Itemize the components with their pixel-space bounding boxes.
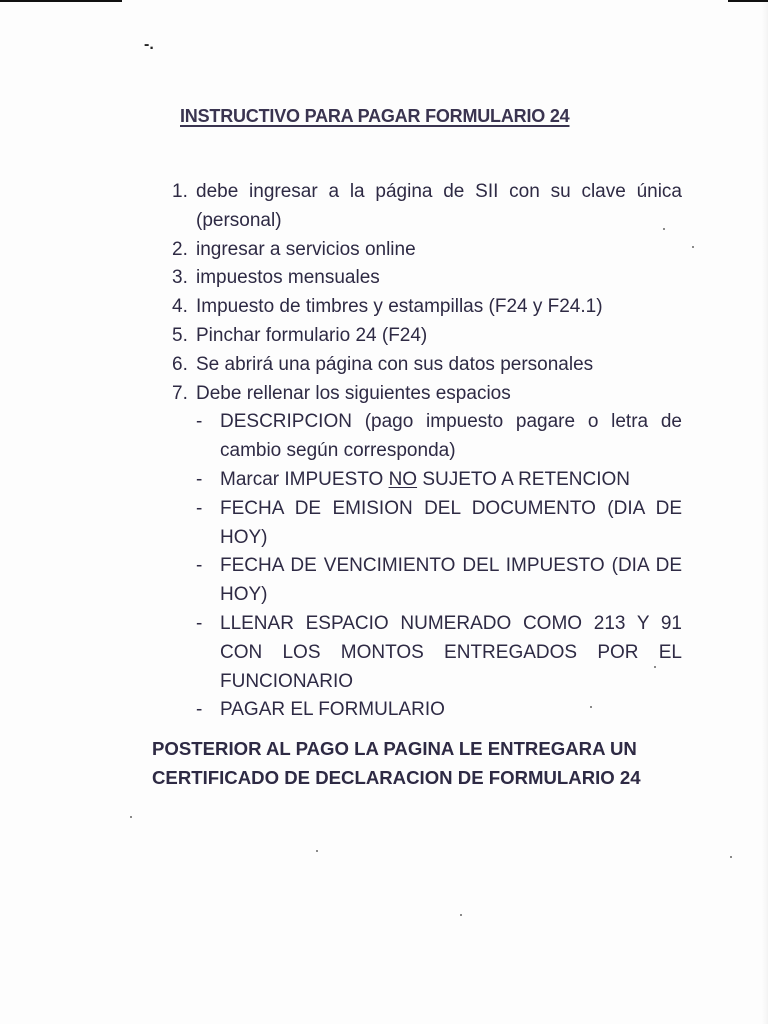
step-number: 1. bbox=[172, 181, 188, 202]
step-text: debe ingresar a la página de SII con su clave única (personal) bbox=[196, 181, 682, 231]
underlined-no: NO bbox=[388, 468, 418, 490]
stray-pen-mark: -. bbox=[144, 36, 154, 53]
step-item bbox=[172, 178, 682, 236]
step-text: Impuesto de timbres y estampillas (F24 y F24.1) bbox=[196, 296, 603, 318]
bullet-dash: - bbox=[196, 699, 203, 721]
step-text: Se abrirá una página con sus datos personales bbox=[196, 353, 594, 375]
bullet-dash: - bbox=[196, 468, 203, 490]
field-list bbox=[196, 408, 682, 725]
scan-speck bbox=[460, 914, 462, 916]
scan-shadow bbox=[762, 0, 768, 1024]
step-text: impuestos mensuales bbox=[196, 267, 380, 289]
field-item-text: DESCRIPCION (pago impuesto pagare o letra de cambio según corresponda) bbox=[220, 411, 682, 462]
step-text: ingresar a servicios online bbox=[196, 238, 416, 260]
field-item-text: PAGAR EL FORMULARIO bbox=[220, 699, 445, 721]
step-item bbox=[172, 236, 682, 265]
field-item-text: LLENAR ESPACIO NUMERADO COMO 213 Y 91 CON LOS MONTOS ENTREGADOS POR EL FUNCIONARIO bbox=[220, 612, 682, 692]
step-number: 2. bbox=[172, 238, 188, 260]
bullet-dash: - bbox=[196, 497, 203, 519]
closing-note bbox=[152, 734, 692, 792]
step-item bbox=[172, 293, 682, 322]
step-item bbox=[172, 264, 682, 293]
field-item bbox=[196, 408, 682, 466]
document-title: INSTRUCTIVO PARA PAGAR FORMULARIO 24 bbox=[180, 106, 570, 126]
scan-speck bbox=[130, 816, 132, 818]
step-number: 7. bbox=[172, 382, 188, 404]
field-item bbox=[196, 696, 682, 725]
field-item-text-part: SUJETO A RETENCION bbox=[417, 468, 630, 490]
field-item bbox=[196, 610, 682, 696]
step-text: Pinchar formulario 24 (F24) bbox=[196, 324, 428, 346]
bullet-dash: - bbox=[196, 411, 203, 433]
scan-edge-top-left bbox=[0, 0, 122, 2]
step-number: 4. bbox=[172, 296, 188, 318]
field-item-text bbox=[220, 466, 682, 495]
step-item bbox=[172, 380, 682, 409]
scan-speck bbox=[692, 246, 694, 248]
closing-note-line: CERTIFICADO DE DECLARACION DE FORMULARIO 24 bbox=[152, 767, 641, 788]
step-number: 5. bbox=[172, 324, 188, 346]
step-item bbox=[172, 351, 682, 380]
step-number: 3. bbox=[172, 267, 188, 289]
instructions-body bbox=[172, 178, 682, 725]
step-text: Debe rellenar los siguientes espacios bbox=[196, 382, 511, 404]
field-item-text: FECHA DE EMISION DEL DOCUMENTO (DIA DE HOY) bbox=[220, 497, 682, 548]
bullet-dash: - bbox=[196, 612, 203, 634]
step-item bbox=[172, 322, 682, 351]
scan-speck bbox=[316, 850, 318, 852]
field-item bbox=[196, 466, 682, 495]
field-item bbox=[196, 495, 682, 553]
step-number: 6. bbox=[172, 353, 188, 375]
field-item-text: FECHA DE VENCIMIENTO DEL IMPUESTO (DIA DE HOY) bbox=[220, 555, 682, 606]
numbered-steps bbox=[172, 178, 682, 408]
closing-note-line: POSTERIOR AL PAGO LA PAGINA LE ENTREGARA UN bbox=[152, 738, 637, 759]
scan-speck bbox=[730, 856, 732, 858]
bullet-dash: - bbox=[196, 555, 203, 577]
field-item-text-part: Marcar IMPUESTO bbox=[220, 468, 389, 490]
field-item bbox=[196, 552, 682, 610]
